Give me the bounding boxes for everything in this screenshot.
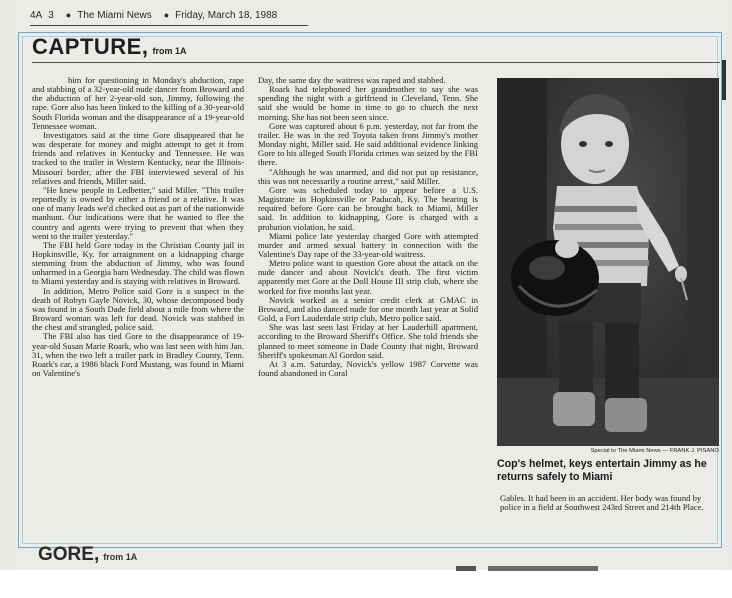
scan-artifact-tabs bbox=[456, 566, 606, 572]
paragraph: Roark had telephoned her grandmother to say she was spending the night with a girlfriend in Cleveland, Tenn. She said she would be home in time to go to church the next morning. She has not been seen since. bbox=[258, 84, 478, 122]
page-number: 4A bbox=[30, 10, 43, 21]
paragraph: Gore was scheduled today to appear before a U.S. Magistrate in Hopkinsville or Paducah, Ky. The hearing is required before Gore can be brought back to Miami, Miller said. In addition to kidnapping, Gore is charged with a probation violation, he said. bbox=[258, 184, 478, 232]
paragraph: Investigators said at the time Gore disappeared that he was desperate for money and might attempt to get it from friends and relatives in Kentucky and Tennessee. He was tracked to the trailer in Western Kentucky, near the Illinois-Missouri border, after the FBI interviewed several of his relatives and friends, Miller said. bbox=[32, 129, 244, 186]
header-bullet: ● bbox=[163, 10, 170, 20]
headline-title: CAPTURE, bbox=[32, 34, 149, 59]
paragraph: Day, the same day the waitress was raped and stabbed. bbox=[258, 75, 446, 85]
headline-rule bbox=[32, 62, 720, 63]
next-article-headline bbox=[38, 544, 137, 566]
page-edge-mark bbox=[722, 60, 726, 100]
article-column-3 bbox=[500, 494, 718, 513]
paragraph: She was last seen last Friday at her Lauderhill apartment, according to the Broward Sheriff's Office. She told friends she planned to meet someone in Dade County that night, Broward Sheriff's spokesman Al Gordon said. bbox=[258, 322, 478, 360]
paragraph: "He knew people in Ledbetter," said Miller. "This trailer reportedly is owned by either a friend or a relative. It was one of many leads we'd checked out as part of the nationwide manhunt. Our indications were that he wanted to flee the country and agents were trying to prevent that when they went to the trailer yesterday." bbox=[32, 184, 244, 241]
headline-jump: from 1A bbox=[152, 46, 187, 56]
issue-date: Friday, March 18, 1988 bbox=[175, 10, 278, 21]
paragraph: "Although he was unarmed, and did not put up resistance, this was not necessarily a routine arrest," said Miller. bbox=[258, 166, 478, 186]
photo-child-with-helmet bbox=[497, 78, 719, 446]
paragraph: In addition, Metro Police said Gore is a suspect in the death of Robyn Gayle Novick, 30, whose decomposed body was found in a South Dade field about a mile from where the Broward woman was left for dead. Novick was stabbed in the chest and strangled, police said. bbox=[32, 285, 244, 333]
newspaper-name: The Miami News bbox=[77, 10, 152, 21]
news-photo bbox=[497, 78, 719, 446]
paragraph: The FBI also has tied Gore to the disappearance of 19-year-old Susan Marie Roark, who was last seen with him Jan. 31, when the two left a trailer park in Bradley County, Tenn. Roark's car, a 1986 black Ford Mustang, was found in Miami on Valentine's bbox=[32, 331, 244, 378]
paragraph: him for questioning in Monday's abduction, rape and stabbing of a 32-year-old nude dancer from Broward and the abduction of her 2-year-old son, Jimmy, following the rape. Gore also has been linked to the killing of a 30-year-old South Florida woman and the disappearance of a 19-year-old Tennessee woman. bbox=[32, 75, 244, 131]
next-headline-jump: from 1A bbox=[103, 552, 138, 562]
next-headline-title: GORE, bbox=[38, 544, 100, 565]
scan-artifact bbox=[488, 566, 598, 571]
photo-credit: Special to The Miami News — FRANK J. PISANO bbox=[590, 448, 719, 454]
header-rule bbox=[30, 25, 308, 26]
paragraph: Novick worked as a senior credit clerk at GMAC in Broward, and also danced nude for one month last year at Solid Gold, a Fort Lauderdale strip club, Metro police said. bbox=[258, 294, 478, 324]
article-column-2 bbox=[258, 76, 478, 378]
paragraph: At 3 a.m. Saturday, Novick's yellow 1987 Corvette was found abandoned in Coral bbox=[258, 358, 478, 378]
page-bottom-margin bbox=[0, 570, 732, 598]
paragraph: Metro police want to question Gore about the attack on the nude dancer and about Novick's death. The first victim apparently met Gore at the Doll House III strip club, where she worked for five months last year. bbox=[258, 258, 478, 296]
article-headline bbox=[32, 34, 186, 60]
paragraph: The FBI held Gore today in the Christian County jail in Hopkinsville, Ky. for arraignment on a kidnapping charge stemming from the abduction of Jimmy, who was found unharmed in a Georgia barn Wednesday. The child was flown to Miami yesterday and is staying with relatives in Broward. bbox=[32, 239, 244, 287]
paragraph: Miami police late yesterday charged Gore with attempted murder and armed sexual battery in connection with the Valentine's Day rape of the 33-year-old waitress. bbox=[258, 230, 478, 259]
page-marker: 3 bbox=[48, 10, 54, 21]
header-bullet: ● bbox=[65, 10, 72, 20]
photo-caption: Cop's helmet, keys entertain Jimmy as he returns safely to Miami bbox=[497, 458, 707, 483]
scan-artifact bbox=[456, 566, 476, 571]
article-column-1 bbox=[32, 76, 244, 378]
paragraph: Gables. It had been in an accident. Her body was found by police in a field at Southwest 243rd Street and 214th Place. bbox=[500, 493, 704, 513]
paragraph: Gore was captured about 6 p.m. yesterday, not far from the trailer. He was in the red Toyota taken from Jimmy's mother Monday night, Miller said. He said additional evidence linking Gore to his alleged South Florida crimes was seized by the FBI there. bbox=[258, 120, 478, 168]
